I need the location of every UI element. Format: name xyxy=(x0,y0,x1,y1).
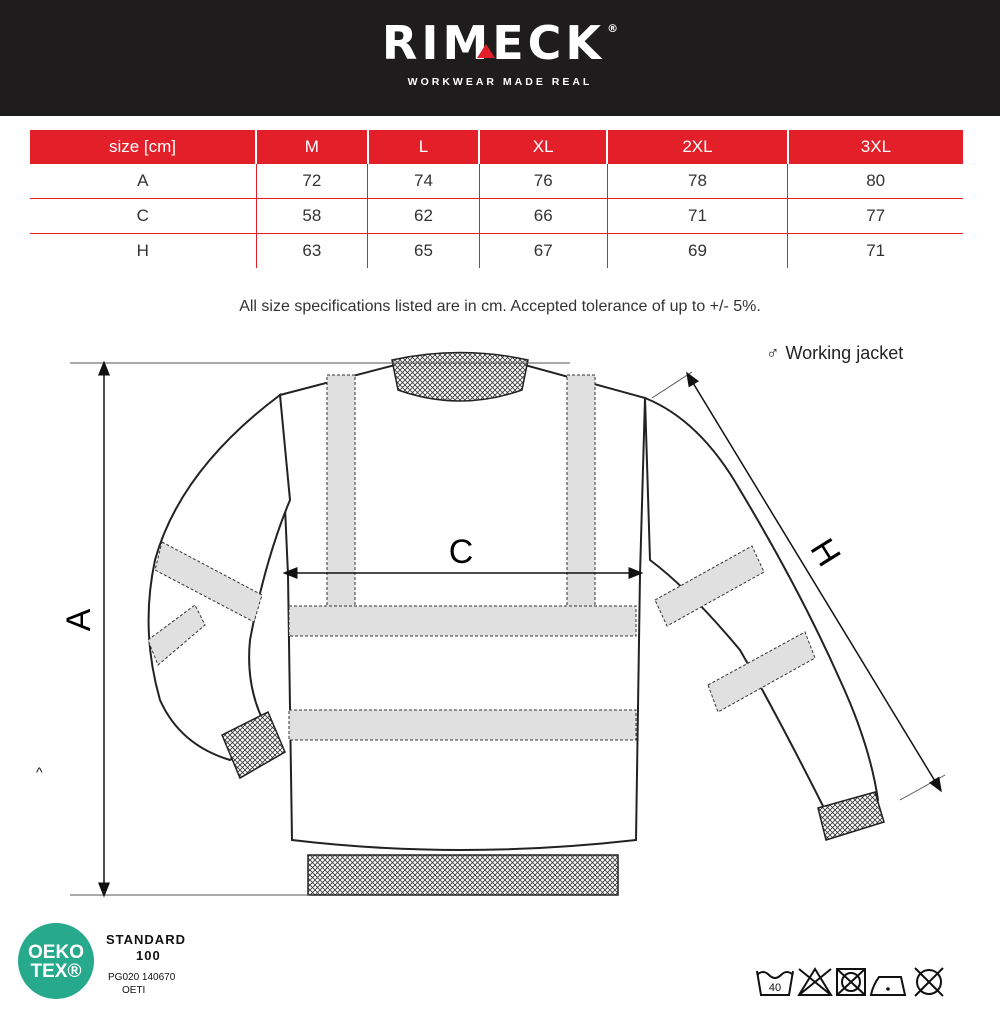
label-a: A xyxy=(60,608,98,632)
table-row xyxy=(30,234,963,269)
table-cell: 58 xyxy=(256,199,368,234)
logo-text: RIMECK xyxy=(381,16,606,70)
header-bar xyxy=(0,0,1000,116)
size-table-header: 2XL xyxy=(607,130,788,164)
table-cell: H xyxy=(136,241,149,260)
oeko-line2: TEX® xyxy=(30,961,82,982)
table-cell: 72 xyxy=(256,164,368,199)
table-cell: C xyxy=(30,199,256,234)
oeko-line1: OEKO xyxy=(28,942,84,963)
size-table xyxy=(30,130,963,268)
certificate-institute: OETI xyxy=(122,985,146,996)
no-dry-clean-icon xyxy=(915,968,943,996)
label-c: C xyxy=(448,533,474,571)
jacket-collar xyxy=(392,353,528,402)
table-cell: 74 xyxy=(368,164,480,199)
caret-icon: ^ xyxy=(36,764,43,780)
size-table-header: XL xyxy=(479,130,607,164)
table-cell: 69 xyxy=(607,234,788,269)
product-name: Working jacket xyxy=(785,343,904,363)
table-cell: 66 xyxy=(479,199,607,234)
standard-number: 100 xyxy=(136,948,161,963)
brand-logo xyxy=(0,16,1000,70)
brand-tagline: WORKWEAR MADE REAL xyxy=(407,76,593,88)
table-cell: 62 xyxy=(368,199,480,234)
care-symbols xyxy=(755,965,955,1001)
no-bleach-icon xyxy=(799,969,831,995)
table-cell: 67 xyxy=(479,234,607,269)
table-cell: 78 xyxy=(607,164,788,199)
size-table-header: size [cm] xyxy=(30,130,256,164)
table-cell: 65 xyxy=(368,234,480,269)
certificate-code: PG020 140670 xyxy=(108,972,176,983)
iron-low-icon xyxy=(871,977,905,995)
wash-temperature: 40 xyxy=(768,982,782,994)
jacket-size-diagram xyxy=(0,330,1000,910)
logo-red-triangle-icon xyxy=(477,44,495,58)
size-table-header: M xyxy=(256,130,368,164)
table-cell: 77 xyxy=(788,199,963,234)
label-h: H xyxy=(802,532,848,574)
no-tumble-dry-icon xyxy=(837,969,865,995)
table-cell: A xyxy=(30,164,256,199)
table-cell: 71 xyxy=(788,234,963,269)
registered-mark: ® xyxy=(607,22,619,35)
table-row xyxy=(30,199,963,234)
table-row xyxy=(30,164,963,199)
size-table-header: 3XL xyxy=(788,130,963,164)
size-table-header-row xyxy=(30,130,963,164)
male-symbol-icon: ♂ xyxy=(766,343,780,363)
oeko-tex-badge xyxy=(18,923,94,999)
size-table-header: L xyxy=(368,130,480,164)
table-cell: 76 xyxy=(479,164,607,199)
waistband xyxy=(308,855,618,895)
standard-label: STANDARD xyxy=(106,932,186,947)
tolerance-note: All size specifications listed are in cm. Accepted tolerance of up to +/- 5%. xyxy=(239,298,761,315)
table-cell: 71 xyxy=(607,199,788,234)
table-cell: 63 xyxy=(256,234,368,269)
table-cell: 80 xyxy=(788,164,963,199)
